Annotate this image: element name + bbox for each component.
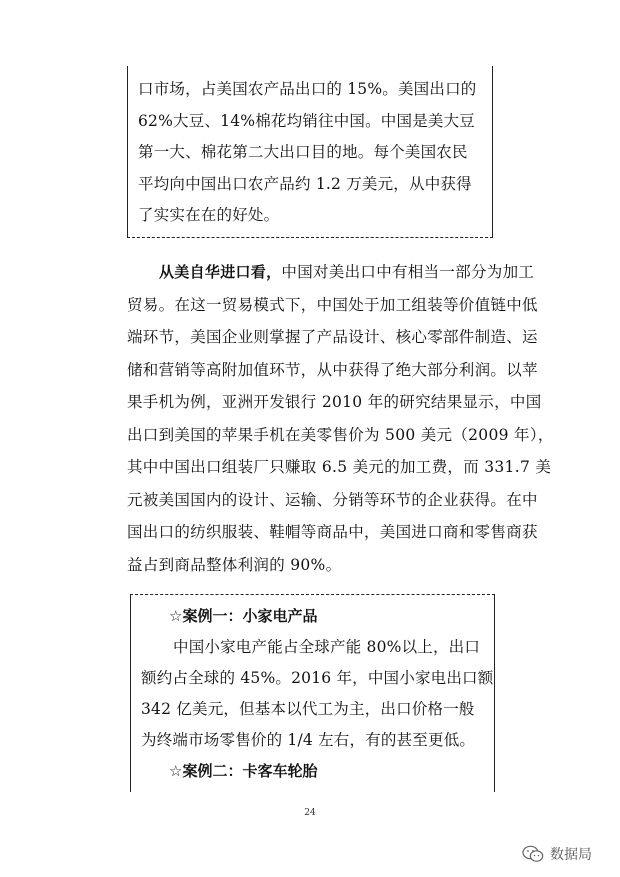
paragraph-line: 果手机为例，亚洲开发银行 2010 年的研究结果显示，中国: [127, 393, 542, 411]
page-number: 24: [304, 808, 316, 818]
paragraph-first-line: [127, 256, 535, 289]
paragraph-line: 益占到商品整体利润的 90%。: [127, 555, 342, 574]
case1-line: 为终端市场零售价的 1/4 左右，有的甚至更低。: [141, 731, 476, 749]
paragraph-line: 端环节，美国企业则掌握了产品设计、核心零部件制造、运: [127, 328, 538, 346]
case1-line: 额约占全球的 45%。2016 年，中国小家电出口额: [141, 669, 494, 687]
box-top-line: 第一大、棉花第二大出口目的地。每个美国农民: [138, 143, 468, 161]
case2-title: ☆案例二：卡客车轮胎: [169, 762, 318, 780]
paragraph-first-rest: 中国对美出口中有相当一部分为加工: [281, 263, 535, 281]
watermark-text: 数据局: [550, 847, 592, 863]
box-top-line: 了实实在在的好处。: [138, 206, 280, 224]
watermark: [522, 844, 592, 864]
text-box-bottom: [130, 594, 495, 792]
paragraph-line: 储和营销等高附加值环节，从中获得了绝大部分利润。以苹: [127, 360, 538, 379]
box-top-line: 62%大豆、14%棉花均销往中国。中国是美大豆: [138, 111, 476, 130]
case1-title: ☆案例一：小家电产品: [169, 607, 318, 625]
paragraph-lead: 从美自华进口看，: [159, 263, 282, 281]
paragraph-line: 元被美国国内的设计、运输、分销等环节的企业获得。在中: [127, 490, 538, 509]
body-paragraph: [127, 256, 554, 581]
box-top-line: 口市场，占美国农产品出口的 15%。美国出口的: [138, 80, 477, 98]
box-top-line: 平均向中国出口农产品约 1.2 万美元，从中获得: [138, 174, 472, 193]
text-box-top: [127, 66, 493, 238]
case1-line: 中国小家电产能占全球产能 80%以上，出口: [173, 638, 481, 656]
paragraph-line: 贸易。在这一贸易模式下，中国处于加工组装等价值链中低: [127, 295, 538, 314]
paragraph-line: 其中中国出口组装厂只赚取 6.5 美元的加工费，而 331.7 美: [127, 458, 552, 476]
wechat-icon: [522, 845, 544, 863]
paragraph-line: 出口到美国的苹果手机在美零售价为 500 美元（2009 年），: [127, 425, 554, 444]
paragraph-line: 国出口的纺织服装、鞋帽等商品中，美国进口商和零售商获: [127, 523, 538, 541]
case1-line: 342 亿美元，但基本以代工为主，出口价格一般: [141, 700, 475, 718]
